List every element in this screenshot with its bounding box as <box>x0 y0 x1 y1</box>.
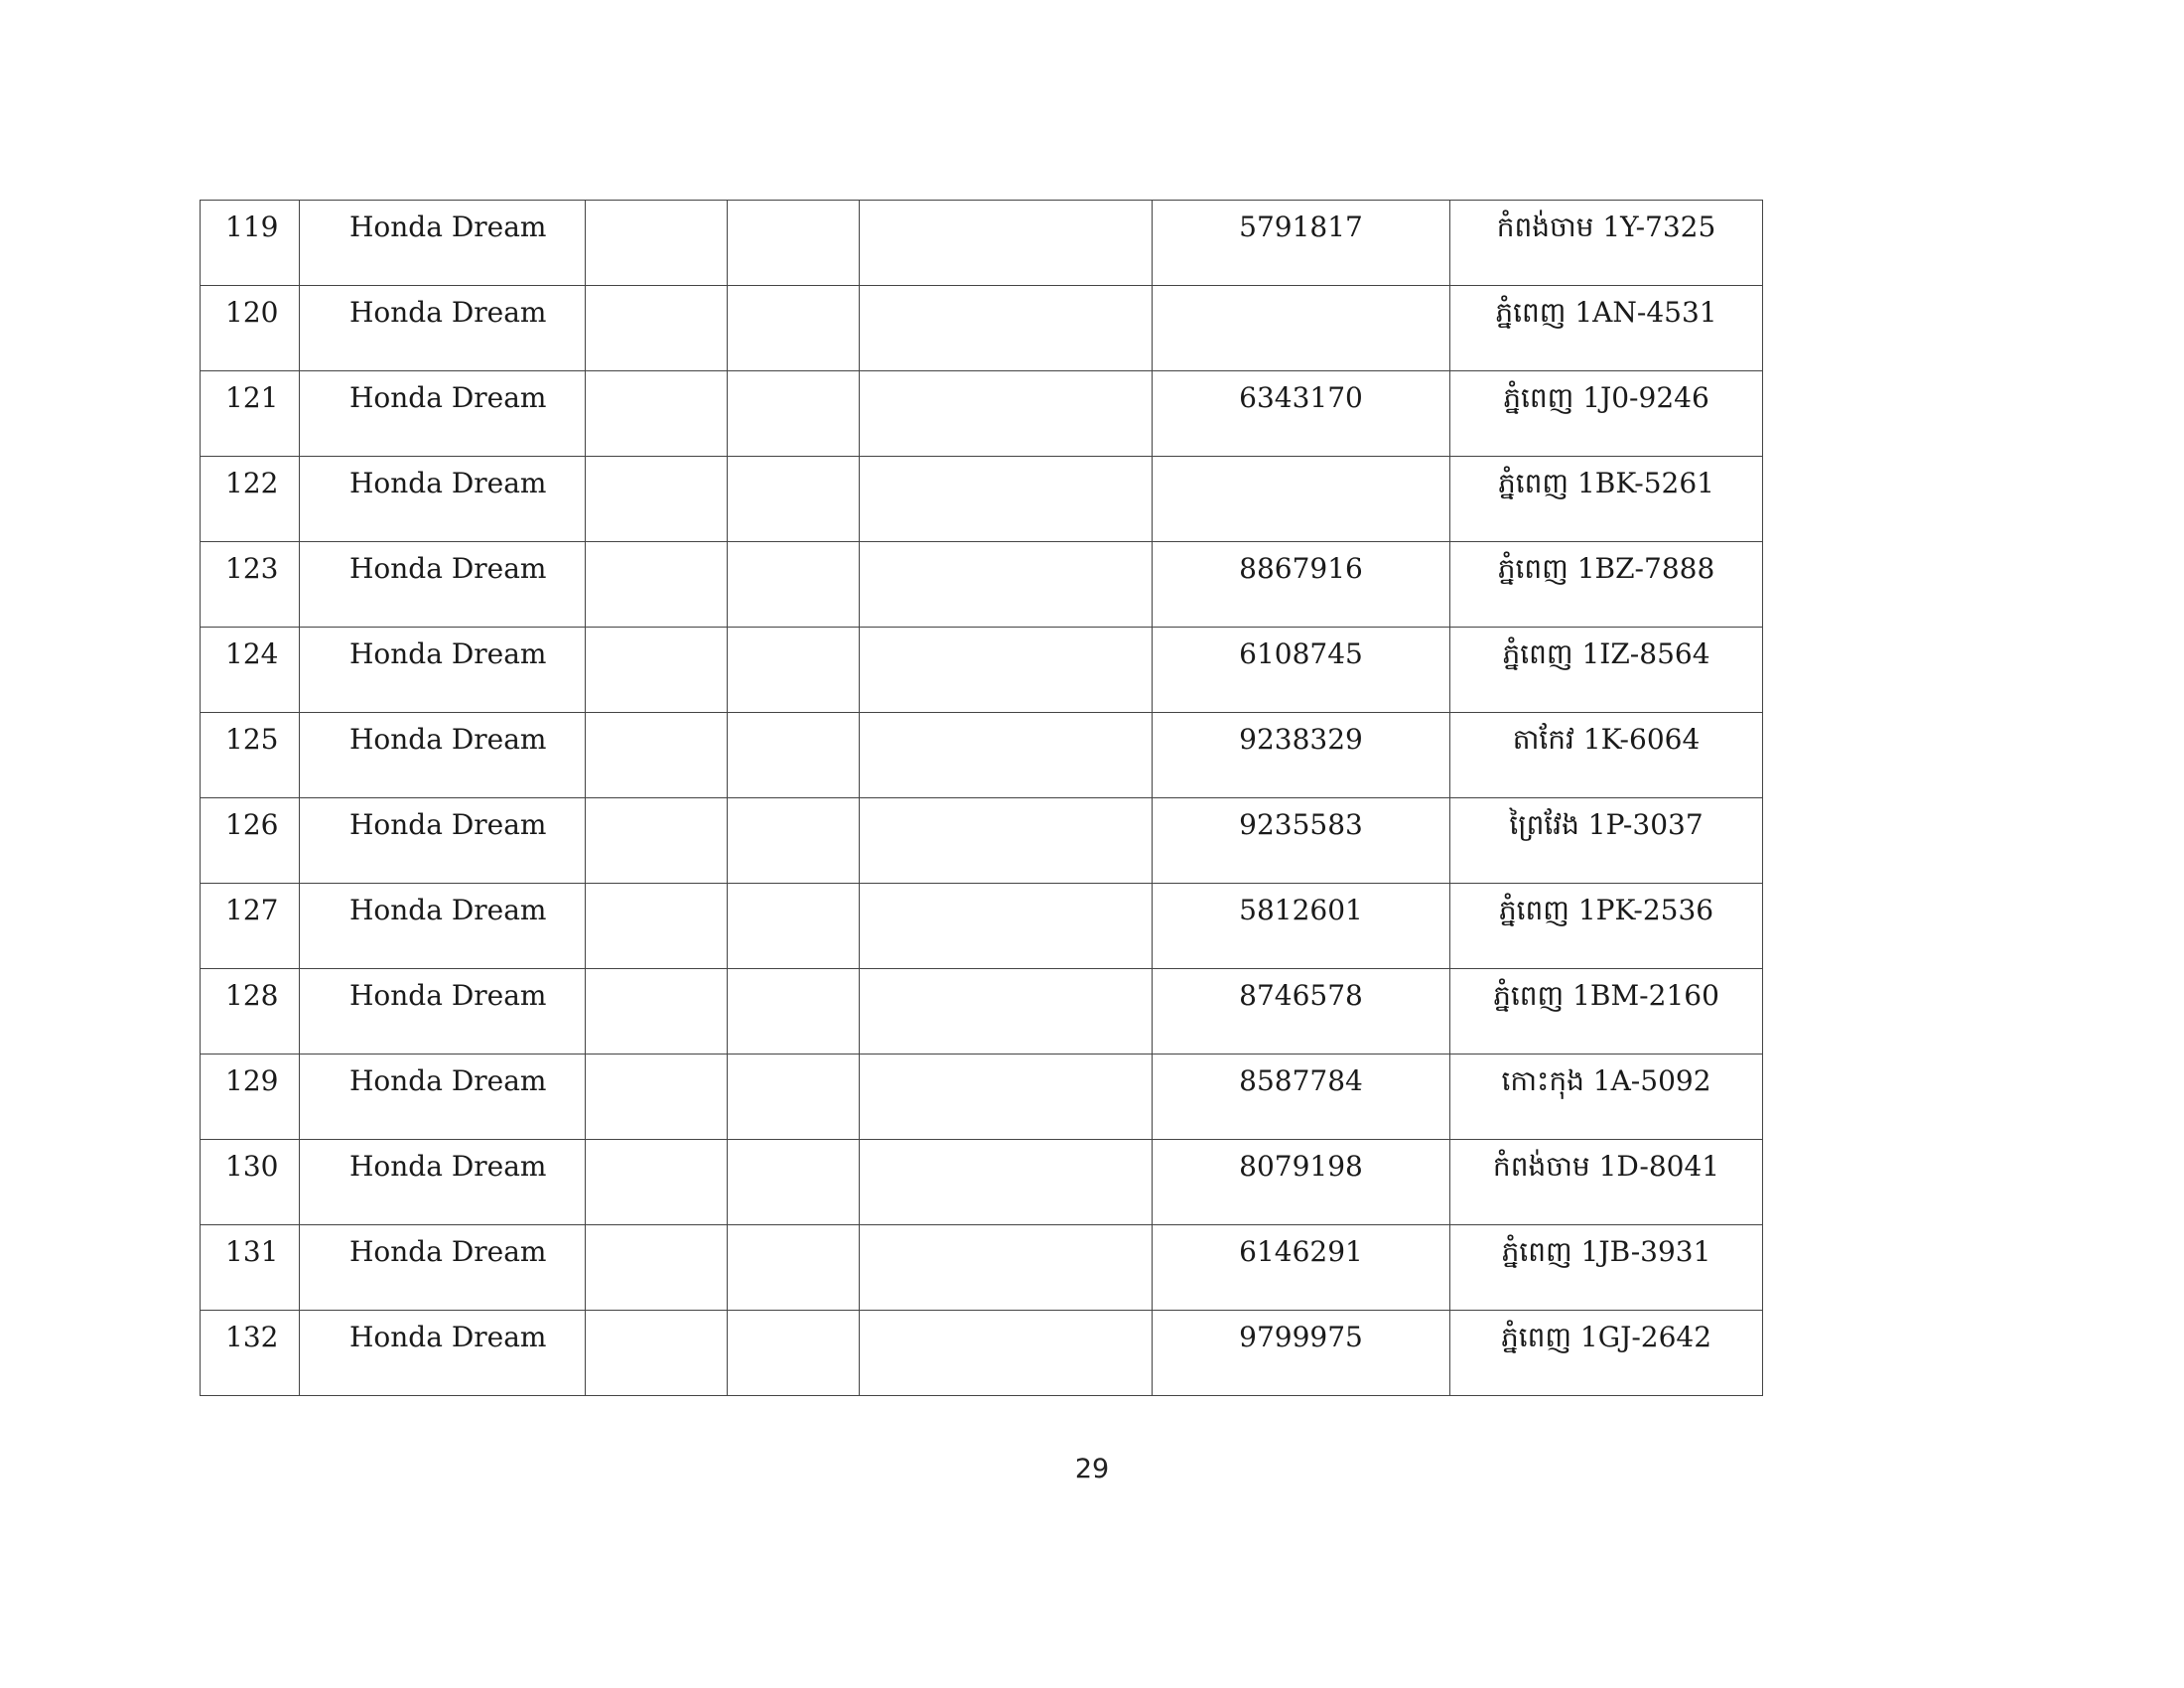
number-text: 9235583 <box>1239 808 1363 841</box>
number-cell <box>1153 969 1450 1055</box>
model-cell <box>300 201 586 286</box>
row-number-text: 120 <box>225 296 279 329</box>
empty-cell <box>728 628 860 713</box>
empty-cell <box>860 371 1153 457</box>
number-text: 6146291 <box>1239 1235 1363 1268</box>
model-cell <box>300 1311 586 1396</box>
plate-text: ភ្នំពេញ 1GJ-2642 <box>1500 1321 1712 1353</box>
plate-text: ភ្នំពេញ 1IZ-8564 <box>1502 637 1710 670</box>
plate-text: ព្រៃវែង 1P-3037 <box>1509 808 1704 841</box>
empty-cell <box>860 542 1153 628</box>
row-number-text: 125 <box>225 723 279 756</box>
page-number: 29 <box>1074 1454 1110 1484</box>
plate-cell <box>1450 884 1763 969</box>
table-row <box>201 201 1763 286</box>
empty-cell <box>860 201 1153 286</box>
number-text: 8079198 <box>1239 1150 1363 1183</box>
plate-cell <box>1450 628 1763 713</box>
plate-cell <box>1450 1225 1763 1311</box>
model-cell <box>300 798 586 884</box>
table-row <box>201 628 1763 713</box>
empty-cell <box>586 1311 728 1396</box>
row-number-text: 122 <box>225 467 279 499</box>
plate-cell <box>1450 1055 1763 1140</box>
number-cell <box>1153 457 1450 542</box>
empty-cell <box>586 1055 728 1140</box>
number-text: 9799975 <box>1239 1321 1363 1353</box>
plate-cell <box>1450 542 1763 628</box>
table-row <box>201 798 1763 884</box>
model-text: Honda Dream <box>349 637 547 670</box>
model-text: Honda Dream <box>349 381 547 414</box>
plate-text: ភ្នំពេញ 1AN-4531 <box>1495 296 1717 329</box>
plate-cell <box>1450 969 1763 1055</box>
empty-cell <box>728 713 860 798</box>
row-number-text: 128 <box>225 979 279 1012</box>
model-cell <box>300 884 586 969</box>
empty-cell <box>728 884 860 969</box>
empty-cell <box>586 798 728 884</box>
table-row <box>201 884 1763 969</box>
vehicle-table <box>200 200 1763 1396</box>
vehicle-table-body <box>201 201 1763 1396</box>
model-text: Honda Dream <box>349 1150 547 1183</box>
empty-cell <box>586 969 728 1055</box>
plate-cell <box>1450 798 1763 884</box>
empty-cell <box>860 1311 1153 1396</box>
empty-cell <box>860 1225 1153 1311</box>
row-number-cell <box>201 1225 300 1311</box>
empty-cell <box>586 1140 728 1225</box>
number-cell <box>1153 1055 1450 1140</box>
table-row <box>201 286 1763 371</box>
plate-text: ភ្នំពេញ 1BZ-7888 <box>1497 552 1715 585</box>
empty-cell <box>728 371 860 457</box>
empty-cell <box>860 798 1153 884</box>
row-number-text: 127 <box>225 894 279 926</box>
empty-cell <box>586 286 728 371</box>
model-text: Honda Dream <box>349 296 547 329</box>
model-cell <box>300 457 586 542</box>
table-row <box>201 457 1763 542</box>
row-number-cell <box>201 286 300 371</box>
table-row <box>201 713 1763 798</box>
model-text: Honda Dream <box>349 808 547 841</box>
number-cell <box>1153 371 1450 457</box>
empty-cell <box>860 969 1153 1055</box>
plate-cell <box>1450 286 1763 371</box>
plate-text: ភ្នំពេញ 1PK-2536 <box>1498 894 1714 926</box>
model-text: Honda Dream <box>349 467 547 499</box>
empty-cell <box>860 713 1153 798</box>
number-cell <box>1153 201 1450 286</box>
number-text: 8867916 <box>1239 552 1363 585</box>
row-number-cell <box>201 457 300 542</box>
row-number-cell <box>201 201 300 286</box>
model-cell <box>300 286 586 371</box>
row-number-cell <box>201 371 300 457</box>
model-cell <box>300 969 586 1055</box>
number-text: 5791817 <box>1239 211 1363 243</box>
number-cell <box>1153 1311 1450 1396</box>
number-cell <box>1153 542 1450 628</box>
table-row <box>201 969 1763 1055</box>
table-row <box>201 1055 1763 1140</box>
empty-cell <box>586 542 728 628</box>
plate-cell <box>1450 713 1763 798</box>
row-number-cell <box>201 628 300 713</box>
row-number-cell <box>201 884 300 969</box>
number-cell <box>1153 798 1450 884</box>
row-number-cell <box>201 798 300 884</box>
plate-text: ភ្នំពេញ 1BK-5261 <box>1498 467 1714 499</box>
empty-cell <box>728 1225 860 1311</box>
empty-cell <box>860 628 1153 713</box>
plate-cell <box>1450 1311 1763 1396</box>
table-row <box>201 1311 1763 1396</box>
table-row <box>201 371 1763 457</box>
number-cell <box>1153 1140 1450 1225</box>
row-number-text: 119 <box>225 211 279 243</box>
number-text: 8746578 <box>1239 979 1363 1012</box>
empty-cell <box>728 201 860 286</box>
empty-cell <box>728 969 860 1055</box>
plate-text: កំពង់ចាម 1Y-7325 <box>1496 211 1716 243</box>
plate-cell <box>1450 457 1763 542</box>
model-cell <box>300 713 586 798</box>
empty-cell <box>586 713 728 798</box>
model-cell <box>300 1055 586 1140</box>
empty-cell <box>586 457 728 542</box>
row-number-text: 130 <box>225 1150 279 1183</box>
empty-cell <box>860 457 1153 542</box>
model-text: Honda Dream <box>349 552 547 585</box>
model-text: Honda Dream <box>349 211 547 243</box>
empty-cell <box>728 457 860 542</box>
model-text: Honda Dream <box>349 1235 547 1268</box>
number-text: 9238329 <box>1239 723 1363 756</box>
empty-cell <box>728 542 860 628</box>
model-cell <box>300 542 586 628</box>
row-number-cell <box>201 1140 300 1225</box>
row-number-text: 124 <box>225 637 279 670</box>
row-number-text: 121 <box>225 381 279 414</box>
row-number-text: 129 <box>225 1064 279 1097</box>
empty-cell <box>728 1140 860 1225</box>
model-text: Honda Dream <box>349 1064 547 1097</box>
row-number-cell <box>201 969 300 1055</box>
plate-text: កោះកុង 1A-5092 <box>1501 1064 1711 1097</box>
model-text: Honda Dream <box>349 979 547 1012</box>
plate-text: តាកែវ 1K-6064 <box>1512 723 1701 756</box>
model-cell <box>300 1140 586 1225</box>
table-row <box>201 542 1763 628</box>
model-cell <box>300 628 586 713</box>
empty-cell <box>728 1055 860 1140</box>
model-cell <box>300 371 586 457</box>
row-number-cell <box>201 1311 300 1396</box>
number-text: 6108745 <box>1239 637 1363 670</box>
number-cell <box>1153 1225 1450 1311</box>
number-cell <box>1153 713 1450 798</box>
number-cell <box>1153 628 1450 713</box>
model-text: Honda Dream <box>349 723 547 756</box>
table-row <box>201 1140 1763 1225</box>
row-number-cell <box>201 1055 300 1140</box>
empty-cell <box>860 884 1153 969</box>
plate-text: កំពង់ចាម 1D-8041 <box>1492 1150 1720 1183</box>
empty-cell <box>586 628 728 713</box>
row-number-text: 131 <box>225 1235 279 1268</box>
plate-cell <box>1450 371 1763 457</box>
number-text <box>1153 457 1449 470</box>
row-number-text: 132 <box>225 1321 279 1353</box>
empty-cell <box>728 798 860 884</box>
number-cell <box>1153 286 1450 371</box>
model-text: Honda Dream <box>349 1321 547 1353</box>
number-text: 5812601 <box>1239 894 1363 926</box>
plate-cell <box>1450 201 1763 286</box>
model-cell <box>300 1225 586 1311</box>
model-text: Honda Dream <box>349 894 547 926</box>
empty-cell <box>586 1225 728 1311</box>
empty-cell <box>860 1055 1153 1140</box>
empty-cell <box>586 201 728 286</box>
plate-text: ភ្នំពេញ 1BM-2160 <box>1493 979 1719 1012</box>
empty-cell <box>586 884 728 969</box>
row-number-cell <box>201 542 300 628</box>
empty-cell <box>728 1311 860 1396</box>
table-row <box>201 1225 1763 1311</box>
plate-text: ភ្នំពេញ 1JB-3931 <box>1501 1235 1711 1268</box>
empty-cell <box>728 286 860 371</box>
row-number-text: 123 <box>225 552 279 585</box>
number-text <box>1153 286 1449 299</box>
number-text: 6343170 <box>1239 381 1363 414</box>
number-text: 8587784 <box>1239 1064 1363 1097</box>
empty-cell <box>586 371 728 457</box>
number-cell <box>1153 884 1450 969</box>
row-number-cell <box>201 713 300 798</box>
empty-cell <box>860 1140 1153 1225</box>
plate-text: ភ្នំពេញ 1J0-9246 <box>1503 381 1709 414</box>
plate-cell <box>1450 1140 1763 1225</box>
empty-cell <box>860 286 1153 371</box>
row-number-text: 126 <box>225 808 279 841</box>
